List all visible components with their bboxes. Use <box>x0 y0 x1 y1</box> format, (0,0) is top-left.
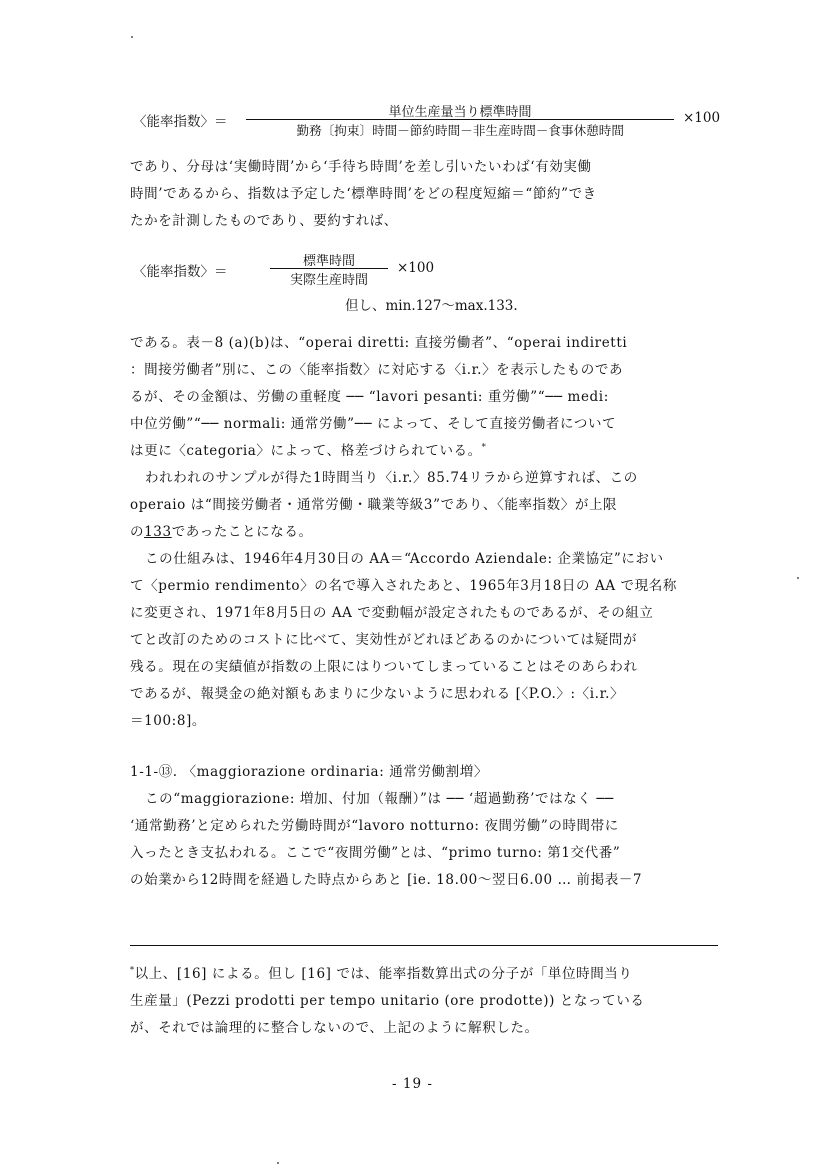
formula-lhs: 〈能率指数〉＝ <box>133 264 228 280</box>
footnote-ref: * <box>481 442 487 452</box>
text-line: の始業から12時間を経過した時点からあと [ie. 18.00～翌日6.00 … 前掲表－7 <box>130 872 643 888</box>
formula-lhs: 〈能率指数〉＝ <box>133 114 228 130</box>
text-span: 以上、[16] による。但し [16] では、能率指数算出式の分子が「単位時間当り <box>134 966 633 982</box>
text-line: 生産量」(Pezzi prodotti per tempo unitario (ore prodotte)) となっている <box>130 993 645 1009</box>
footnote-divider <box>130 945 718 946</box>
text-line: ＝100:8]。 <box>130 713 206 729</box>
formula-denominator: 実際生産時間 <box>290 273 369 288</box>
text-line: ：間接労働者”別に、この〈能率指数〉に対応する〈i.r.〉を表示したものであ <box>130 362 624 378</box>
text-line: ‘通常勤務’と定められた労働時間が“lavoro notturno: 夜間労働”の時間帯に <box>130 818 619 834</box>
text-line: て〈permio rendimento〉の名で導入されたあと、1965年3月18日の AA で現名称 <box>130 578 677 594</box>
text-line: この“maggiorazione: 増加、付加（報酬）”は ── ‘超過勤務’ではなく ── <box>145 791 614 807</box>
text-line: であるが、報奨金の絶対額もあまりに少ないように思われる [〈P.O.〉:〈i.r.〉 <box>130 686 625 702</box>
text-line <box>130 520 313 540</box>
text-line: operaio は“間接労働者・通常労働・職業等級3”であり、〈能率指数〉が上限 <box>130 497 618 513</box>
scan-speck <box>797 577 799 579</box>
text-line: であり、分母は‘実働時間’から‘手待ち時間’を差し引いたいわば‘有効実働 <box>130 159 592 175</box>
formula-denominator: 勤務〔拘束〕時間－節約時間－非生産時間－食事休憩時間 <box>296 123 624 138</box>
formula-range: 但し、min.127～max.133. <box>345 298 518 314</box>
text-span: の <box>130 524 145 540</box>
text-line: るが、その金額は、労働の重軽度 ── “lavori pesanti: 重労働”“── medi: <box>130 389 609 405</box>
text-line: に変更され、1971年8月5日の AA で変動幅が設定されたものであるが、その組立 <box>130 605 654 621</box>
text-line: である。表－8 (a)(b)は、“operai diretti: 直接労働者”、“operai indiretti <box>130 335 628 351</box>
text-line: てと改訂のためのコストに比べて、実効性がどれほどあるのかについては疑問が <box>130 632 638 648</box>
formula-multiplier: ×100 <box>683 110 721 126</box>
text-line <box>130 439 486 459</box>
text-line: われわれのサンプルが得た1時間当り〈i.r.〉85.74リラから逆算すれば、この <box>145 470 638 486</box>
text-line <box>130 962 633 982</box>
text-line: が、それでは論理的に整合しないので、上記のように解釈した。 <box>130 1020 539 1036</box>
text-span: は更に〈categoria〉によって、格差づけられている。 <box>130 443 482 459</box>
formula-numerator: 標準時間 <box>303 254 356 269</box>
section-heading: 1-1-⑬. 〈maggiorazione ordinaria: 通常労働割増〉 <box>130 764 488 780</box>
scan-speck <box>131 36 133 38</box>
text-line: 中位労働”“── normali: 通常労働”── によって、そして直接労働者について <box>130 416 617 432</box>
formula-numerator: 単位生産量当り標準時間 <box>388 105 532 120</box>
text-line: 入ったとき支払われる。ここで“夜間労働”とは、“primo turno: 第1交代番” <box>130 845 621 861</box>
scan-speck <box>277 1162 279 1164</box>
page-number: - 19 - <box>392 1076 433 1092</box>
footnote-mark: * <box>130 965 135 975</box>
text-line: 残る。現在の実績値が指数の上限にはりついてしまっていることはそのあらわれ <box>130 659 638 675</box>
text-line: 時間’であるから、指数は予定した‘標準時間’をどの程度短縮＝“節約”でき <box>130 186 597 202</box>
text-line: たかを計測したものであり、要約すれば、 <box>130 213 398 229</box>
text-line: この仕組みは、1946年4月30日の AA＝“Accordo Aziendale: 企業協定”におい <box>145 551 664 567</box>
underlined-value: 133 <box>144 524 172 540</box>
text-span: であったことになる。 <box>171 524 313 540</box>
formula-multiplier: ×100 <box>397 260 435 276</box>
